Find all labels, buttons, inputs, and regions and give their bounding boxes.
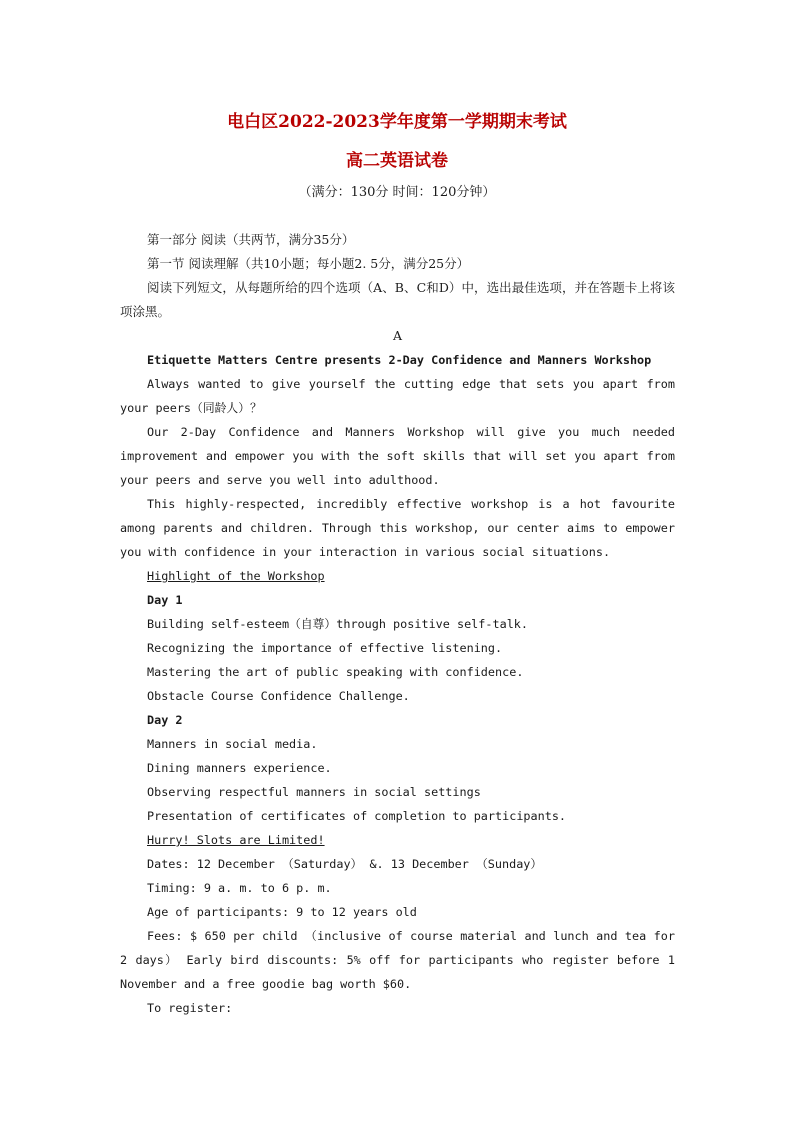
paragraph-3: This highly-respected, incredibly effective workshop is a hot favourite among parents and children. Through this workshop, our center aims to empower you with confidence in your interaction in various social situations. bbox=[120, 497, 675, 559]
passage-label: A bbox=[392, 328, 403, 343]
directions: 阅读下列短文，从每题所给的四个选项（A、B、C和D）中，选出最佳选项，并在答题卡上将该项涂黑。 bbox=[120, 280, 675, 319]
fees: Fees: $ 650 per child （inclusive of course material and lunch and tea for 2 days） Early bird discounts: 5% off for participants who register before 1 November and a free goodie bag worth $60. bbox=[120, 929, 675, 991]
section-heading: 第一节 阅读理解（共10小题；每小题2. 5分，满分25分） bbox=[147, 256, 470, 271]
list-item: Obstacle Course Confidence Challenge. bbox=[147, 689, 410, 703]
list-item: Observing respectful manners in social settings bbox=[147, 785, 481, 799]
passage-title: Etiquette Matters Centre presents 2-Day Confidence and Manners Workshop bbox=[147, 353, 652, 367]
score-time: （满分：130分 时间：120分钟） bbox=[298, 185, 496, 200]
exam-subtitle: 高二英语试卷 bbox=[346, 151, 448, 171]
timing: Timing: 9 a. m. to 6 p. m. bbox=[147, 881, 332, 895]
paragraph-2: Our 2-Day Confidence and Manners Workshop will give you much needed improvement and empower you with the soft skills that will set you apart from your peers and serve you well into adulthood. bbox=[120, 425, 675, 487]
hurry-notice: Hurry! Slots are Limited! bbox=[147, 833, 325, 847]
exam-title: 电白区2022-2023学年度第一学期期末考试 bbox=[227, 112, 567, 132]
list-item: Presentation of certificates of completion to participants. bbox=[147, 809, 567, 823]
list-item: Dining manners experience. bbox=[147, 761, 332, 775]
list-item: Building self-esteem（自尊）through positive self-talk. bbox=[147, 617, 528, 631]
exam-body bbox=[120, 228, 675, 1020]
list-item: Recognizing the importance of effective listening. bbox=[147, 641, 503, 655]
list-item: Manners in social media. bbox=[147, 737, 318, 751]
highlight-heading: Highlight of the Workshop bbox=[147, 569, 325, 583]
dates: Dates: 12 December （Saturday） &. 13 December （Sunday） bbox=[147, 857, 543, 871]
part-heading: 第一部分 阅读（共两节，满分35分） bbox=[147, 232, 355, 247]
register: To register: bbox=[147, 1001, 233, 1015]
age: Age of participants: 9 to 12 years old bbox=[147, 905, 417, 919]
day2-heading: Day 2 bbox=[147, 713, 183, 727]
list-item: Mastering the art of public speaking with confidence. bbox=[147, 665, 524, 679]
paragraph-1: Always wanted to give yourself the cutting edge that sets you apart from your peers（同龄人）？ bbox=[120, 377, 675, 415]
day1-heading: Day 1 bbox=[147, 593, 183, 607]
